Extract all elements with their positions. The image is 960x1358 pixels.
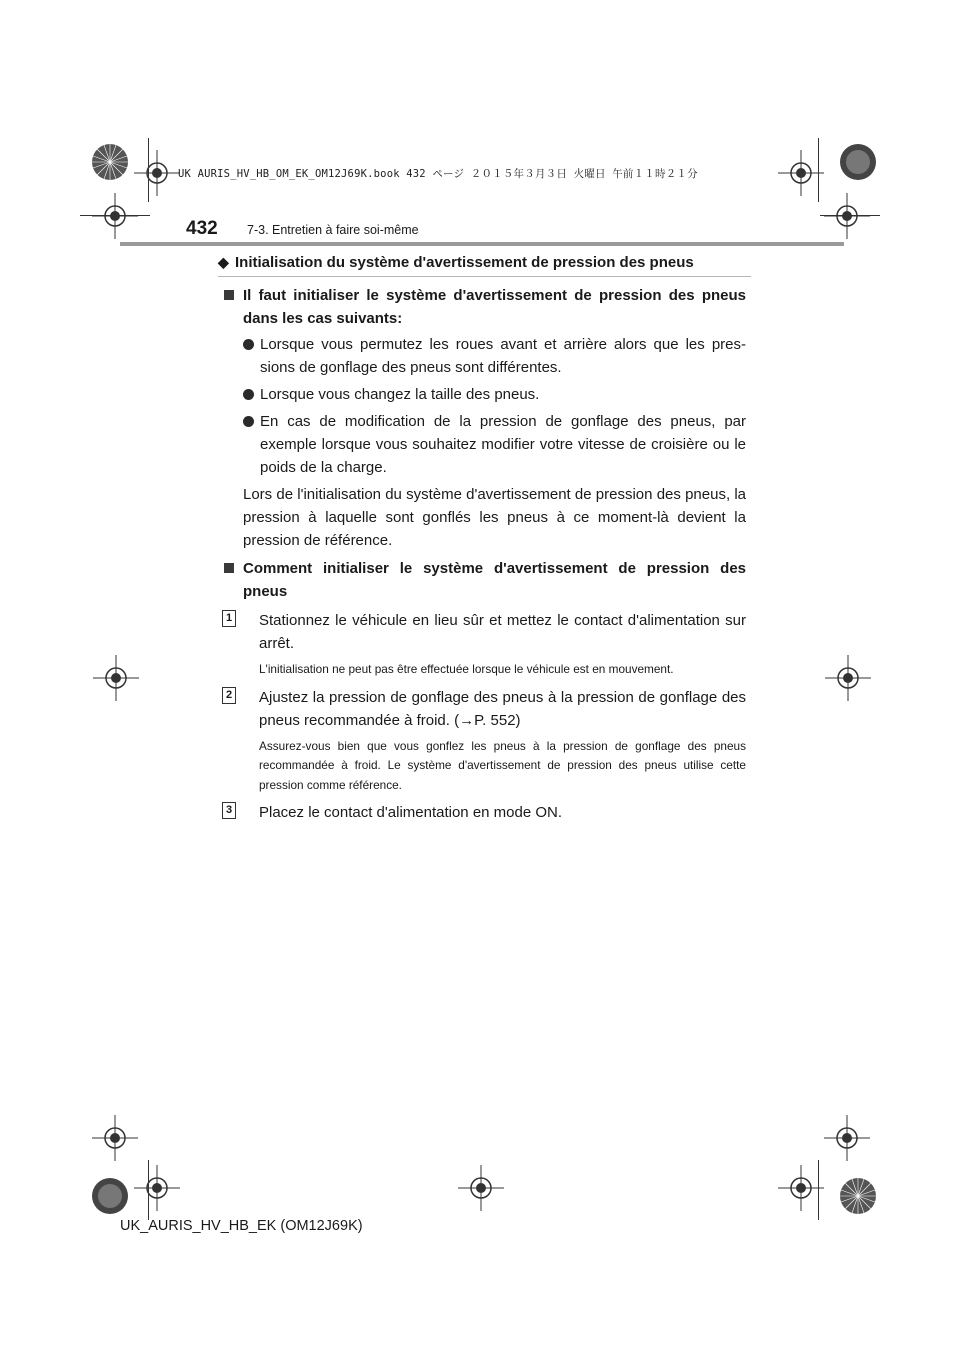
square-bullet-icon (224, 290, 234, 300)
step-note: L'initialisation ne peut pas être effectuée lorsque le véhicule est en mouvement. (259, 662, 674, 676)
crosshair-registration-mark-icon (778, 150, 824, 196)
list-item (243, 333, 746, 379)
starburst-registration-icon (838, 142, 878, 182)
crosshair-registration-mark-icon (824, 193, 870, 239)
starburst-registration-icon (90, 1176, 130, 1216)
crosshair-registration-mark-icon (824, 1115, 870, 1161)
step-text: Placez le contact d'alimentation en mode ON. (259, 804, 563, 821)
list-item-text: Lorsque vous changez la taille des pneus. (260, 386, 540, 403)
crosshair-registration-mark-icon (92, 1115, 138, 1161)
crosshair-registration-mark-icon (778, 1165, 824, 1211)
subheading-text: Initialisation du système d'avertissement de pression des pneus (235, 254, 694, 271)
bullet-list (243, 333, 746, 479)
crosshair-registration-mark-icon (92, 193, 138, 239)
step-note: Assurez-vous bien que vous gonflez les pneus à la pression de gonflage des pneus recommandée à froid. Le système d'avertissement de pression des pneus utilise cette pression comme référence. (259, 738, 746, 792)
round-bullet-icon (243, 416, 254, 427)
subheading (218, 254, 751, 277)
starburst-registration-icon (838, 1176, 878, 1216)
step-item (225, 686, 746, 796)
crosshair-registration-mark-icon (134, 150, 180, 196)
step-number-badge: 3 (222, 802, 236, 819)
reference-pressure-paragraph: Lors de l'initialisation du système d'avertissement de pression des pneus, la pression à laquelle sont gonflés les pneus à ce moment-là devient la pression de référence. (243, 486, 746, 549)
crosshair-registration-mark-icon (93, 655, 139, 701)
crosshair-registration-mark-icon (825, 655, 871, 701)
step-text: Stationnez le véhicule en lieu sûr et mettez le contact d'alimentation sur arrêt. (259, 612, 746, 652)
step-number-badge: 1 (222, 610, 236, 627)
diamond-icon: ◆ (218, 254, 229, 270)
main-content (222, 284, 746, 828)
section-title-1: Il faut initialiser le système d'avertissement de pression des pneus dans les cas suivants: (243, 287, 746, 327)
step-item (225, 801, 746, 824)
starburst-registration-icon (90, 142, 130, 182)
step-item (225, 609, 746, 680)
footer-manual-code: UK_AURIS_HV_HB_EK (OM12J69K) (120, 1218, 363, 1234)
section-init-cases (222, 284, 746, 552)
section-title-2: Comment initialiser le système d'avertissement de pression des pneus (243, 560, 746, 600)
book-info-slug: UK AURIS_HV_HB_OM_EK_OM12J69K.book 432 ページ ２０１５年３月３日 火曜日 午前１１時２１分 (178, 168, 698, 180)
list-item-text: Lorsque vous permutez les roues avant et arrière alors que les pres-sions de gonflage des pneus sont différentes. (260, 336, 746, 376)
list-item (243, 383, 746, 406)
list-item-text: En cas de modification de la pression de gonflage des pneus, par exemple lorsque vous souhaitez modifier votre vitesse de croisière ou le poids de la charge. (260, 413, 746, 476)
step-number-badge: 2 (222, 687, 236, 704)
section-title: 7-3. Entretien à faire soi-même (247, 223, 419, 237)
header-rule (120, 242, 844, 246)
square-bullet-icon (224, 563, 234, 573)
crosshair-registration-mark-icon (134, 1165, 180, 1211)
round-bullet-icon (243, 389, 254, 400)
page-number: 432 (186, 218, 218, 239)
list-item (243, 410, 746, 479)
section-how-to-initialize (222, 557, 746, 824)
step-text: Ajustez la pression de gonflage des pneus à la pression de gonflage des pneus recommandée à froid. (→P. 552) (259, 688, 746, 729)
crosshair-registration-mark-icon (458, 1165, 504, 1211)
round-bullet-icon (243, 339, 254, 350)
